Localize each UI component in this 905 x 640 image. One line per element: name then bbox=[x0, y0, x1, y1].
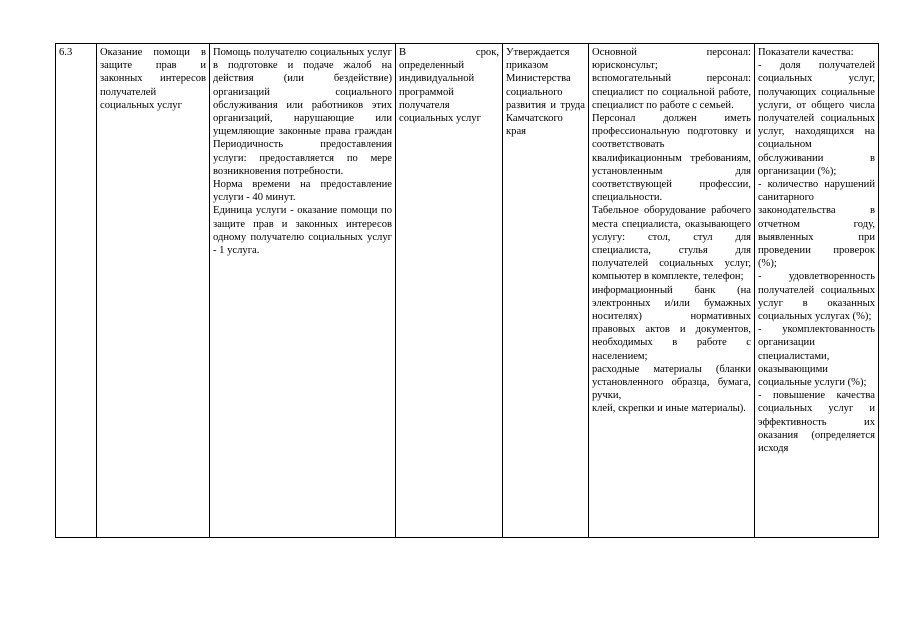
quality-item: - укомплектованность организации специалистами, оказывающими социальные услуги (%); bbox=[758, 324, 875, 389]
staff-paragraph: информационный банк (на электронных и/или бумажных носителях) нормативных правовых актов и документов, необходимых в работе с населением; bbox=[592, 284, 751, 362]
approval-cell bbox=[503, 44, 589, 538]
approval-text: Утверждается приказом Министерства социального развития и труда Камчатского края bbox=[506, 47, 585, 138]
row-number: 6.3 bbox=[59, 47, 73, 58]
quality-item: - удовлетворенность получателей социальных услуг в оказанных социальных услугах (%); bbox=[758, 271, 875, 323]
staff-paragraph: Основной персонал: юрисконсульт; bbox=[592, 47, 751, 72]
quality-item: - повышение качества социальных услуг и эффективность их оказания (определяется исходя bbox=[758, 390, 875, 455]
description-cell bbox=[210, 44, 396, 538]
description-paragraph: Единица услуги - оказание помощи по защите прав и законных интересов одному получателю социальных услуг - 1 услуга. bbox=[213, 205, 392, 257]
staff-conditions-cell bbox=[589, 44, 755, 538]
staff-paragraph: вспомогательный персонал: специалист по социальной работе, специалист по работе с семьей. bbox=[592, 73, 751, 111]
service-name-cell bbox=[97, 44, 210, 538]
quality-item: - количество нарушений санитарного законодательства в отчетном году, выявленных при проведении проверок (%); bbox=[758, 179, 875, 270]
table-row bbox=[56, 44, 879, 538]
term-cell bbox=[396, 44, 503, 538]
services-table bbox=[55, 43, 879, 538]
quality-indicators-cell bbox=[755, 44, 879, 538]
staff-paragraph: расходные материалы (бланки установленного образца, бумага, ручки, bbox=[592, 363, 751, 402]
service-name: Оказание помощи в защите прав и законных интересов получателей социальных услуг bbox=[100, 47, 206, 111]
description-paragraph: Норма времени на предоставление услуги - 40 минут. bbox=[213, 179, 392, 204]
term-text: В срок, определенный индивидуальной программой получателя социальных услуг bbox=[399, 47, 499, 125]
staff-paragraph: клей, скрепки и иные материалы). bbox=[592, 403, 746, 415]
staff-paragraph: Табельное оборудование рабочего места специалиста, оказывающего услугу: стол, стул для специалиста, стулья для получателей социальных услуг, компьютер в комплекте, телефон; bbox=[592, 205, 751, 283]
row-number-cell bbox=[56, 44, 97, 538]
staff-paragraph: Персонал должен иметь профессиональную подготовку и соответствовать квалификационным требованиям, установленным для соответствующей профессии, специальности. bbox=[592, 113, 751, 204]
quality-heading: Показатели качества: bbox=[758, 47, 854, 58]
quality-item: - доля получателей социальных услуг, получающих социальные услуги, от общего числа получателей социальных услуг, находящихся на социальном обслуживании в организации (%); bbox=[758, 60, 875, 177]
description-paragraph: Помощь получателю социальных услуг в подготовке и подаче жалоб на действия (или бездействие) организаций социального обслуживания или работников этих организаций, нарушающие или ущемляющие законные права граждан Периодичность предоставления услуги: предоставляется по мере возникновения потребности. bbox=[213, 47, 392, 177]
